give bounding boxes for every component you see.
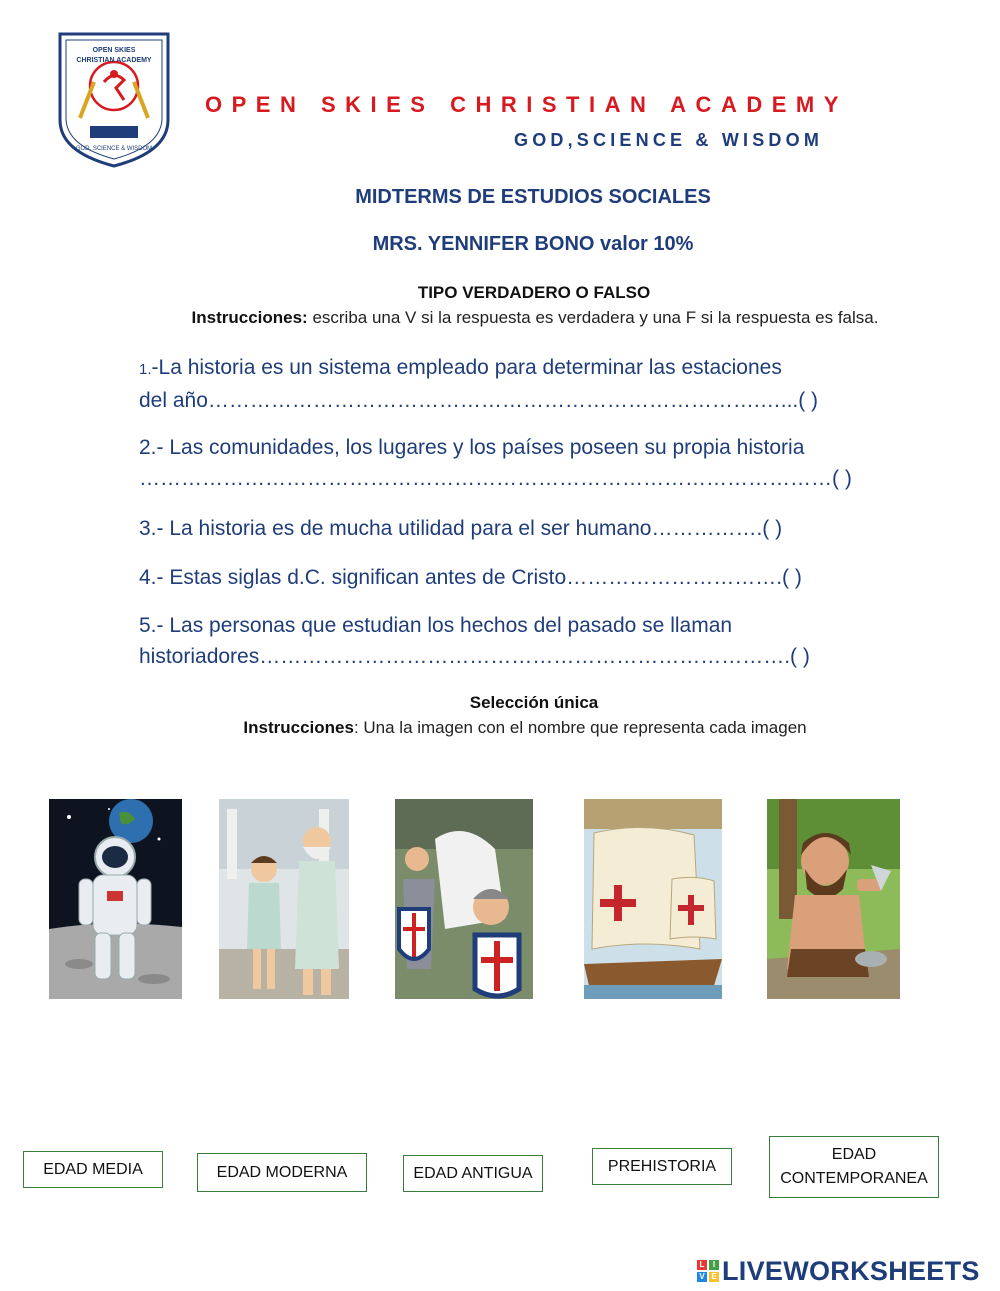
question-3[interactable] (139, 513, 939, 544)
liveworksheets-brand: LIVEWORKSHEETS (722, 1255, 980, 1286)
badge-letter: L (697, 1260, 707, 1270)
question-text: 2.- Las comunidades, los lugares y los países poseen su propia historia (139, 436, 805, 459)
badge-letter: I (709, 1260, 719, 1270)
astronaut-image (49, 799, 182, 999)
question-text: -La historia es un sistema empleado para determinar las estaciones (151, 356, 782, 379)
question-5 (139, 610, 939, 672)
svg-text:CHRISTIAN ACADEMY: CHRISTIAN ACADEMY (76, 57, 152, 64)
instr-label: Instrucciones: (191, 308, 308, 327)
svg-text:OPEN SKIES: OPEN SKIES (92, 47, 136, 54)
svg-text:GOD, SCIENCE & WISDOM: GOD, SCIENCE & WISDOM (75, 146, 153, 152)
school-logo (50, 22, 178, 170)
ancient-greece-image (219, 799, 349, 999)
label-edad-antigua[interactable]: EDAD ANTIGUA (403, 1155, 543, 1192)
teacher-line: MRS. YENNIFER BONO valor 10% (372, 233, 694, 255)
label-edad-contemporanea[interactable]: EDAD CONTEMPORANEA (769, 1136, 939, 1198)
section2-instructions (130, 717, 920, 739)
label-edad-moderna[interactable]: EDAD MODERNA (197, 1153, 367, 1192)
medieval-crusaders-image (395, 799, 533, 999)
question-number: 1. (139, 361, 152, 378)
badge-letter: V (697, 1272, 707, 1282)
school-motto: GOD,SCIENCE & WISDOM (514, 130, 824, 150)
section1-instructions (140, 307, 930, 329)
liveworksheets-logo (697, 1256, 980, 1286)
instr-text: escriba una V si la respuesta es verdadera y una F si la respuesta es falsa. (307, 308, 879, 327)
exam-title: MIDTERMS DE ESTUDIOS SOCIALES (355, 186, 711, 208)
liveworksheets-badge-icon (697, 1260, 719, 1282)
question-answer-line[interactable]: historiadores………………………………………………………………….( ) (139, 645, 810, 668)
question-2 (139, 432, 939, 494)
question-1 (139, 352, 939, 416)
question-text[interactable]: 4.- Estas siglas d.C. significan antes de Cristo………………………….( ) (139, 566, 802, 589)
question-text[interactable]: 3.- La historia es de mucha utilidad para el ser humano…………….( ) (139, 517, 783, 540)
instr-text: : Una la imagen con el nombre que representa cada imagen (353, 718, 807, 737)
section1-heading: TIPO VERDADERO O FALSO (417, 283, 651, 302)
question-text: 5.- Las personas que estudian los hechos del pasado se llaman (139, 614, 733, 637)
badge-letter: E (709, 1272, 719, 1282)
question-4[interactable] (139, 562, 939, 593)
label-prehistoria[interactable]: PREHISTORIA (592, 1148, 732, 1185)
caravel-ship-image (584, 799, 722, 999)
label-edad-media[interactable]: EDAD MEDIA (23, 1151, 163, 1188)
instr-label: Instrucciones (243, 718, 354, 737)
caveman-image (767, 799, 900, 999)
school-name: OPEN SKIES CHRISTIAN ACADEMY (205, 92, 848, 117)
section2-heading: Selección única (469, 693, 599, 712)
question-answer-line[interactable]: del año…………………………………………………………………….…...( ) (139, 389, 819, 412)
question-answer-line[interactable]: ………………………………………………………………………………………( ) (139, 467, 852, 490)
